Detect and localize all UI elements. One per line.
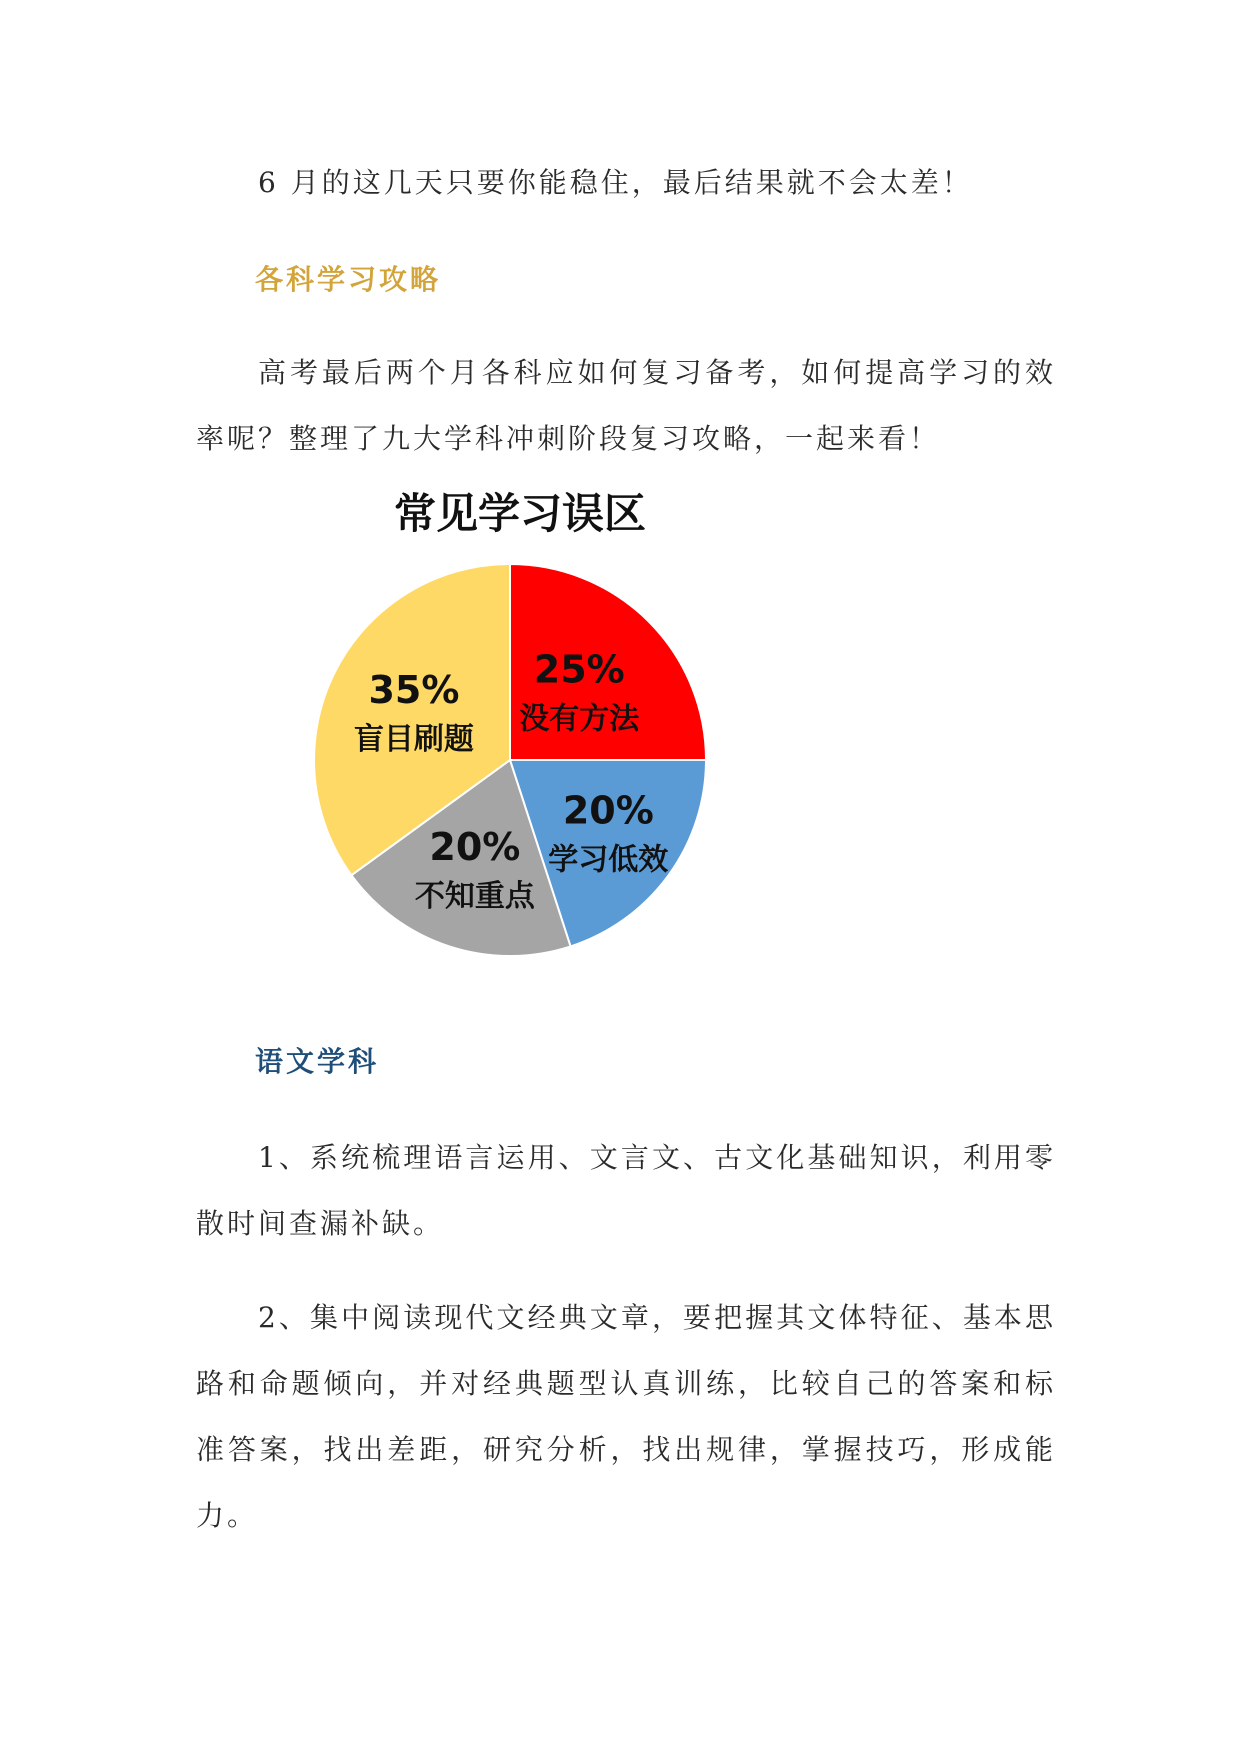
pie-category-label-2: 学习低效 [548,842,669,878]
pie-category-label-4: 盲目刷题 [353,722,474,758]
chinese-point-2: 2、集中阅读现代文经典文章，要把握其文体特征、基本思路和命题倾向，并对经典题型认真训练，比较自己的答案和标准答案，找出差距，研究分析，找出规律，掌握技巧，形成能力。 [196,1301,1056,1532]
strategy-heading: 各科学习攻略 [255,263,442,296]
chart-title: 常见学习误区 [393,489,647,538]
pie-category-label-1: 没有方法 [519,701,640,737]
pie-pct-label-2: 20% [562,788,654,833]
chinese-point-1: 1、系统梳理语言运用、文言文、古文化基础知识，利用零散时间查漏补缺。 [196,1141,1056,1240]
chinese-heading: 语文学科 [255,1045,380,1078]
pie-pct-label-3: 20% [429,825,521,870]
pie-category-label-3: 不知重点 [414,879,535,915]
pie-pct-label-1: 25% [533,647,625,692]
intro-paragraph: 6 月的这几天只要你能稳住，最后结果就不会太差！ [258,166,973,199]
strategy-paragraph: 高考最后两个月各科应如何复习备考，如何提高学习的效率呢？整理了九大学科冲刺阶段复习攻略，一起来看！ [196,356,1056,455]
pie-pct-label-4: 35% [368,668,460,713]
pie-chart [300,478,790,978]
